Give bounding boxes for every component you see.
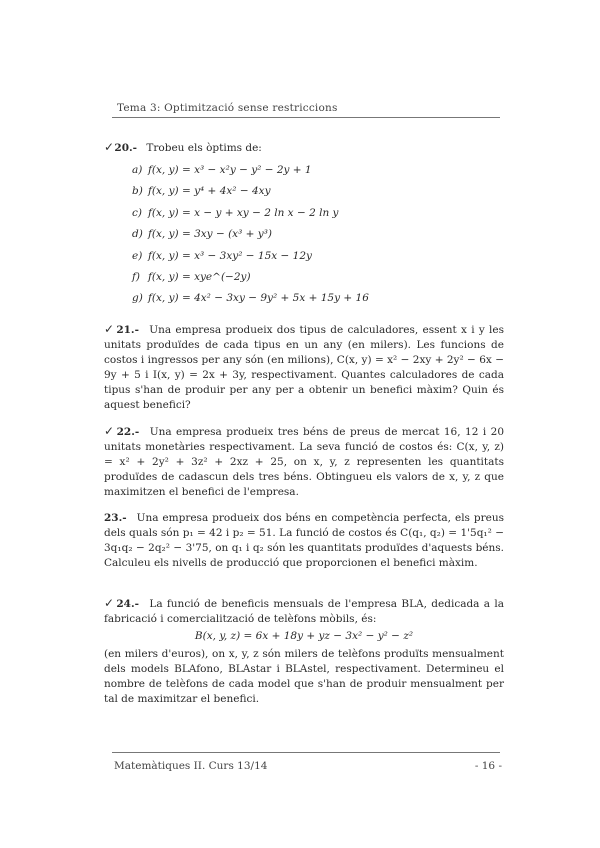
list-item: d) f(x, y) = 3xy − (x³ + y³) (132, 228, 273, 241)
problem-number: 24.- (116, 598, 140, 610)
problem-text: (en milers d'euros), on x, y, z són milers de telèfons produïts mensualment dels models BLAfono, BLAstar i BLAstel, respectivament. Determineu el nombre de telèfons de cada model que s'han de produir mensualment per tal de maximitzar el benefici. (104, 648, 504, 705)
check-mark-icon: ✓ (104, 424, 116, 438)
problem-text: Una empresa produeix tres béns de preus de mercat 16, 12 i 20 unitats monetàries respectivament. La seva funció de costos és: C(x, y, z) = x² + 2y² + 3z² + 2xz + 25, on x, y, z representen les quantitats produïdes de cadascun dels tres béns. Obtingueu els valors de x, y, z que maximitzen el benefici de l'empresa. (104, 426, 504, 498)
formula: B(x, y, z) = 6x + 18y + yz − 3x² − y² − z² (194, 630, 414, 642)
problem-number: 21.- (116, 324, 139, 336)
problem-number: 23.- (104, 512, 127, 524)
list-item: c) f(x, y) = x − y + xy − 2 ln x − 2 ln y (132, 206, 339, 219)
problem-24 (104, 596, 504, 707)
check-mark-icon: ✓ (104, 322, 116, 336)
footer-course: Matemàtiques II. Curs 13/14 (114, 760, 268, 772)
page-number: - 16 - (474, 760, 502, 772)
problem-number: 20.- (114, 142, 138, 154)
problem-statement: Trobeu els òptims de: (146, 142, 262, 154)
check-mark-icon: ✓ (104, 596, 116, 610)
header-rule (112, 117, 500, 118)
list-item: b) f(x, y) = y⁴ + 4x² − 4xy (132, 185, 271, 198)
formula: f(x, y) = x³ − 3xy² − 15x − 12y (148, 249, 312, 262)
list-item: a) f(x, y) = x³ − x²y − y² − 2y + 1 (132, 164, 312, 176)
formula: f(x, y) = 3xy − (x³ + y³) (148, 228, 273, 241)
list-item: e) f(x, y) = x³ − 3xy² − 15x − 12y (132, 249, 312, 262)
formula: f(x, y) = y⁴ + 4x² − 4xy (148, 185, 271, 198)
problem-text: La funció de beneficis mensuals de l'empresa BLA, dedicada a la fabricació i comercialització de telèfons mòbils, és: (104, 598, 504, 625)
check-mark-icon: ✓ (104, 140, 115, 154)
problem-21 (104, 322, 504, 413)
problem-number: 22.- (116, 426, 140, 438)
subitem-list (132, 160, 504, 310)
problem-22 (104, 424, 504, 500)
formula: f(x, y) = xye^(−2y) (148, 270, 251, 283)
problem-23 (104, 511, 504, 571)
list-item: g) f(x, y) = 4x² − 3xy − 9y² + 5x + 15y + 16 (132, 292, 369, 305)
problem-text: Una empresa produeix dos béns en competència perfecta, els preus dels quals són p₁ = 42 i p₂ = 51. La funció de costos és C(q₁, q₂) = 1'5q₁² − 3q₁q₂ − 2q₂² − 3'75, on q₁ i q₂ són les quantitats produïdes d'aquests béns. Calculeu els nivells de producció que proporcionen el benefici màxim. (104, 512, 505, 569)
problem-text: Una empresa produeix dos tipus de calculadores, essent x i y les unitats produïdes de cada tipus en un any (en milers). Les funcions de costos i ingressos per any són (en milions), C(x, y) = x² − 2xy + 2y² − 6x − 9y + 5 i I(x, y) = 2x + 3y, respectivament. Quantes calculadores de cada tipus s'han de produir per any per a obtenir un benefici màxim? Quin és aquest benefici? (104, 324, 505, 411)
page-header: Tema 3: Optimització sense restriccions (117, 102, 338, 114)
formula: f(x, y) = 4x² − 3xy − 9y² + 5x + 15y + 16 (148, 292, 369, 305)
footer-rule (112, 752, 500, 753)
problem-20 (104, 140, 504, 310)
formula: f(x, y) = x³ − x²y − y² − 2y + 1 (148, 164, 312, 176)
list-item: f) f(x, y) = xye^(−2y) (132, 270, 251, 283)
formula: f(x, y) = x − y + xy − 2 ln x − 2 ln y (148, 206, 339, 219)
